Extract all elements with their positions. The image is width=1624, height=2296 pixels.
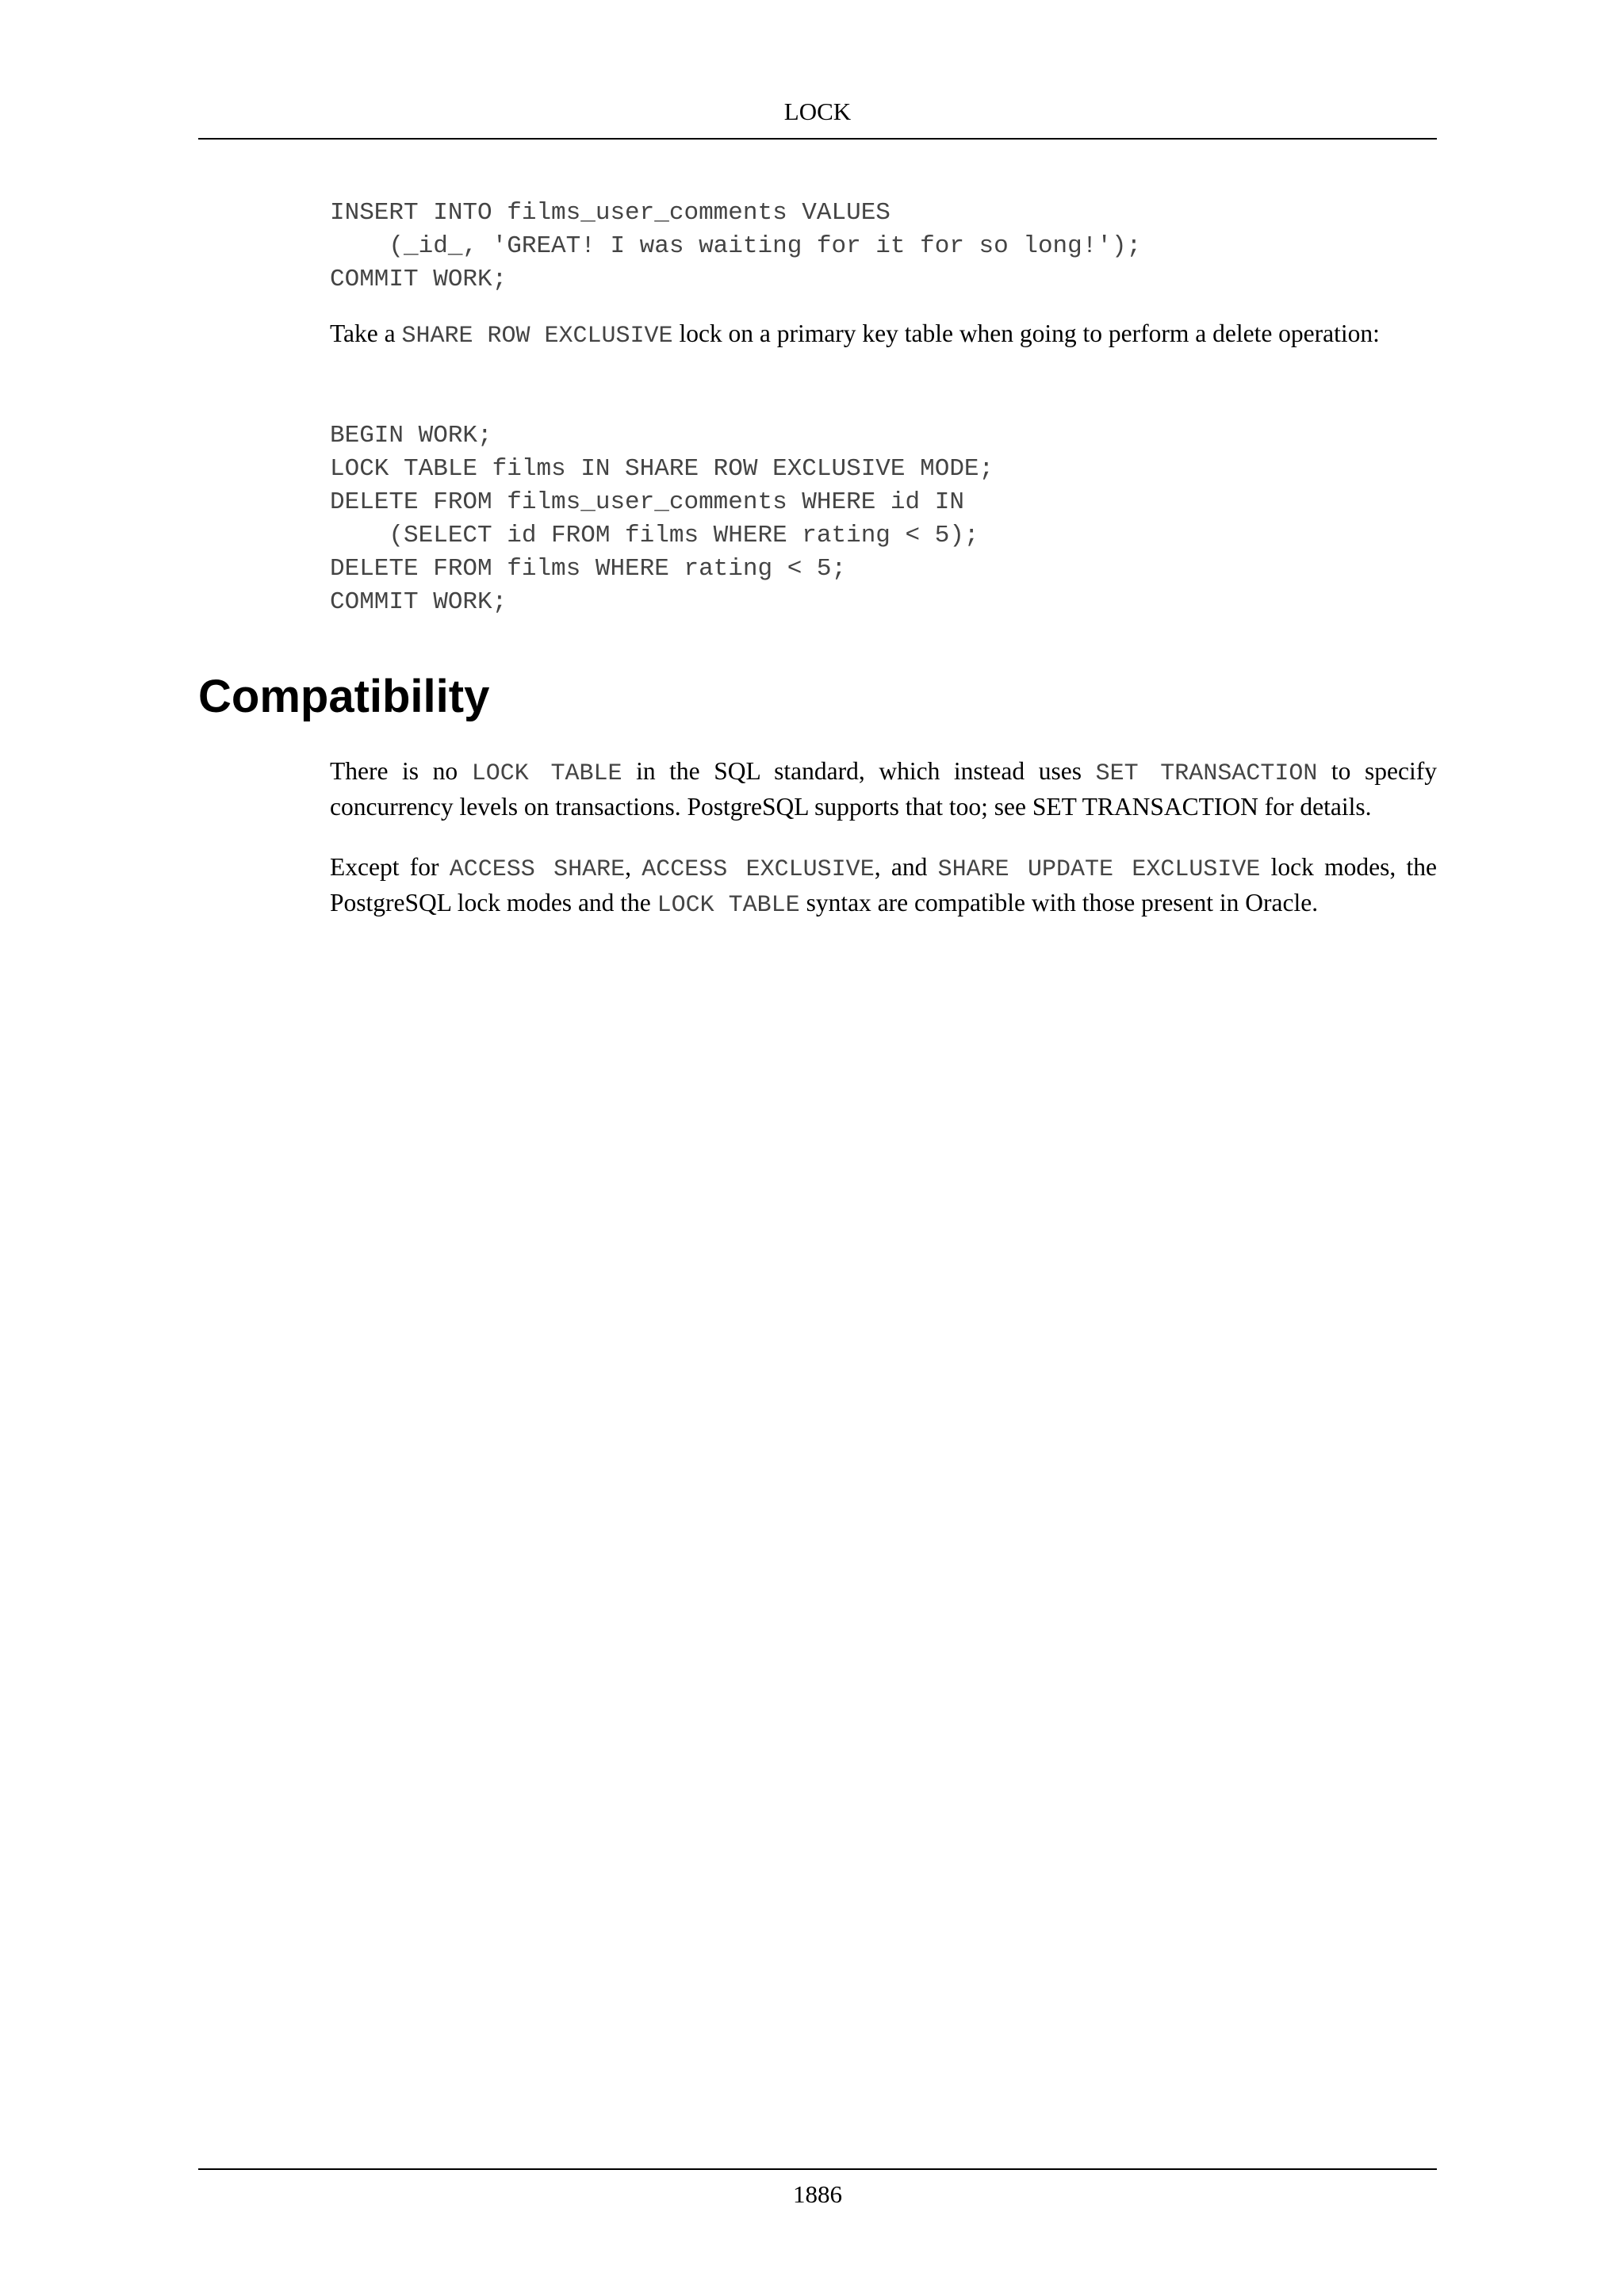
text-run: lock modes, the PostgreSQL lock modes and the <box>330 853 1438 916</box>
running-title: LOCK <box>783 98 852 125</box>
text-run: , and <box>874 853 938 881</box>
text-run: lock on a primary key table when going to perform a delete operation: <box>672 320 1380 347</box>
text-run: Take a <box>330 320 402 347</box>
page-header <box>198 95 1437 140</box>
compatibility-body <box>330 755 1437 922</box>
paragraph-sql-standard <box>330 755 1437 824</box>
text-run: There is no <box>330 757 472 785</box>
text-run: in the SQL standard, which instead uses <box>622 757 1096 785</box>
inline-code: ACCESS SHARE <box>449 856 626 883</box>
text-run: , <box>625 853 642 881</box>
inline-code: LOCK TABLE <box>471 760 622 787</box>
inline-code: SHARE UPDATE EXCLUSIVE <box>937 856 1261 883</box>
code-block-delete: BEGIN WORK; LOCK TABLE films IN SHARE ROW EXCLUSIVE MODE; DELETE FROM films_user_comments WHERE id IN (SELECT id FROM films WHERE rating < 5); DELETE FROM films WHERE rating < 5; COMMIT WORK; <box>330 422 994 616</box>
inline-code: ACCESS EXCLUSIVE <box>642 856 875 883</box>
text-run: Except for <box>330 853 450 881</box>
inline-code: LOCK TABLE <box>657 892 800 919</box>
paragraph-share-row-exclusive <box>330 317 1437 353</box>
text-run: syntax are compatible with those present in Oracle. <box>799 889 1319 916</box>
paragraph-oracle-compat <box>330 851 1437 922</box>
section-heading-compatibility: Compatibility <box>198 671 490 722</box>
code-block-insert: INSERT INTO films_user_comments VALUES (_id_, 'GREAT! I was waiting for it for so long!'); COMMIT WORK; <box>330 199 1142 293</box>
inline-code: SET TRANSACTION <box>1095 760 1318 787</box>
text-run: to specify concurrency levels on transactions. PostgreSQL supports that too; see SET TRANSACTION for details. <box>330 757 1437 821</box>
example-content <box>330 197 1437 619</box>
page-footer <box>198 2168 1437 2211</box>
page-number: 1886 <box>793 2180 842 2208</box>
inline-code: SHARE ROW EXCLUSIVE <box>401 323 673 350</box>
